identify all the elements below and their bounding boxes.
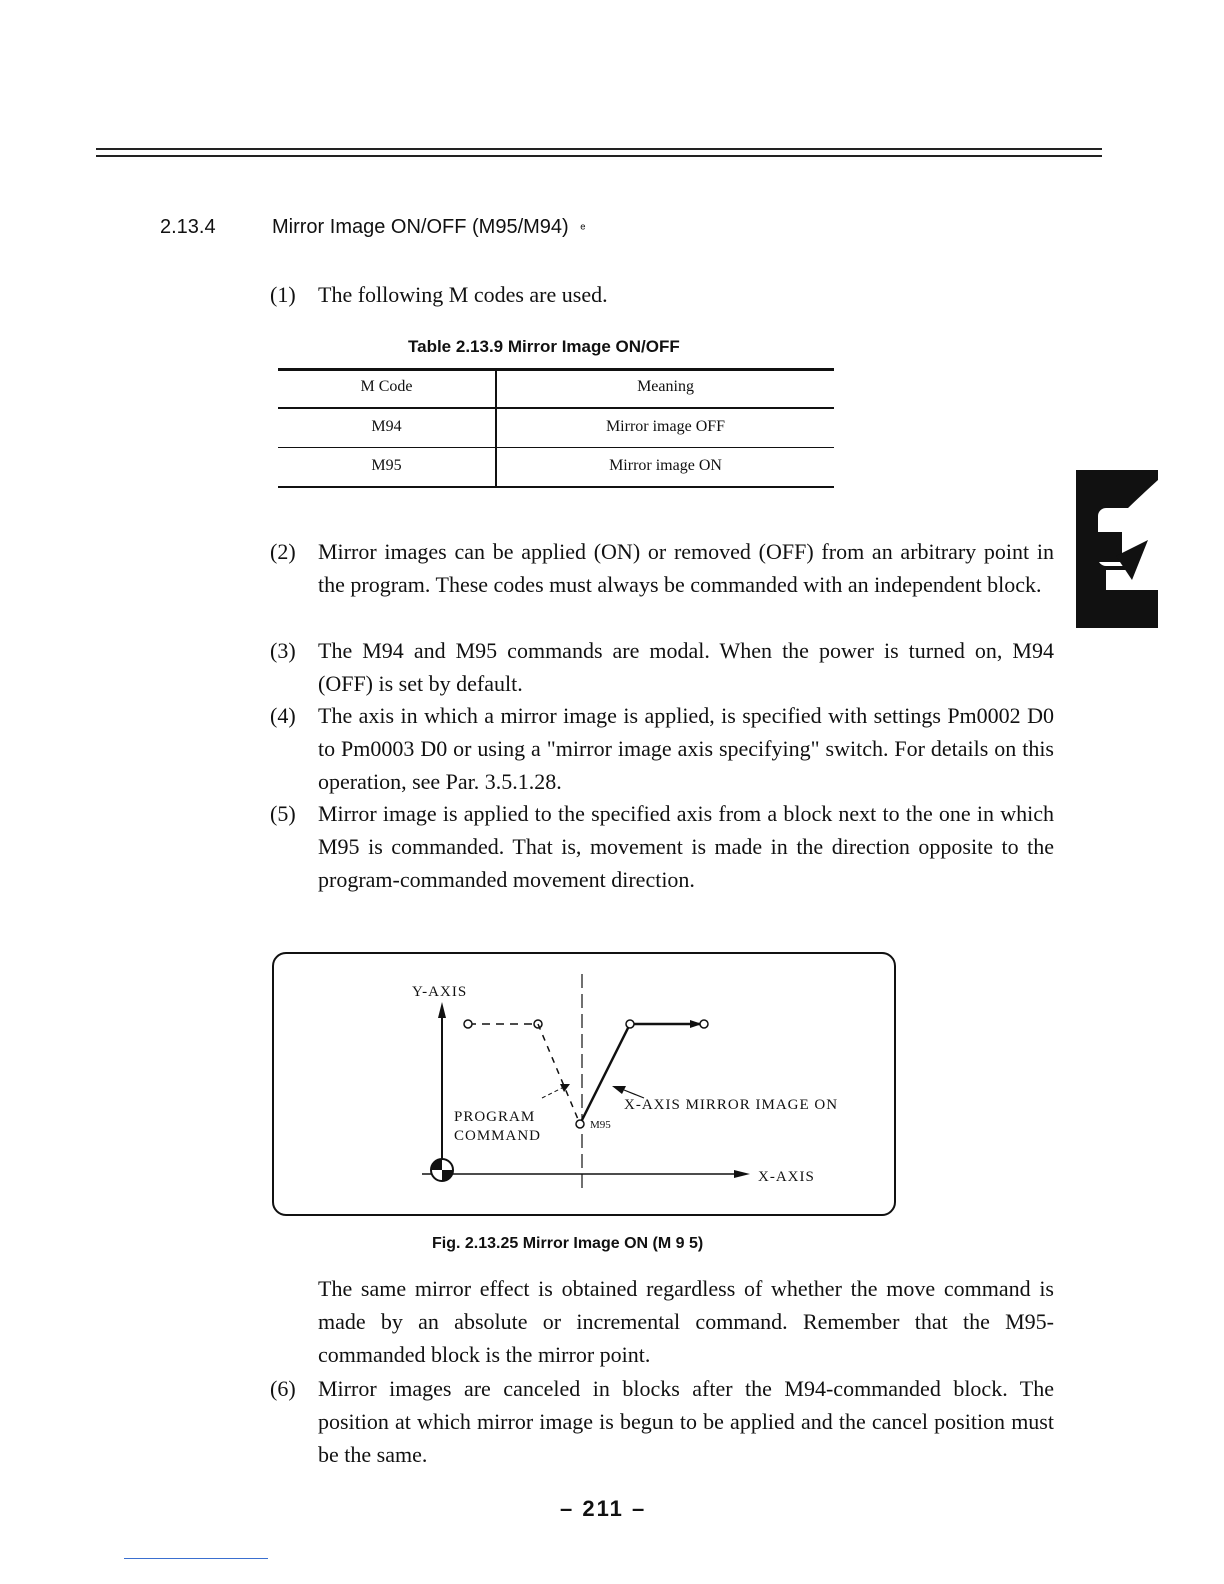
table-rule-header (278, 407, 834, 409)
mirror-corner-point (626, 1020, 634, 1028)
item-number: (5) (270, 801, 296, 826)
item-text: The M94 and M95 commands are modal. When the power is turned on, M94 (OFF) is set by default. (318, 638, 1054, 696)
item-number: (4) (270, 703, 296, 728)
item-number: (3) (270, 638, 296, 663)
continuation-paragraph: The same mirror effect is obtained regardless of whether the move command is made by an absolute or incremental command. Remember that the M95-commanded block is the mirror point. (318, 1276, 1054, 1367)
figure-caption: Fig. 2.13.25 Mirror Image ON (M 9 5) (432, 1235, 704, 1252)
item-text: Mirror images are canceled in blocks after the M94-commanded block. The position at which mirror image is begun to be applied and the cancel position must be the same. (318, 1376, 1054, 1467)
mirror-label: X-AXIS MIRROR IMAGE ON (624, 1097, 839, 1113)
item-text: The following M codes are used. (318, 282, 608, 307)
table-cell: M94 (371, 418, 402, 435)
m95-label: M95 (590, 1119, 611, 1131)
origin-marker (431, 1159, 453, 1181)
item-text: Mirror image is applied to the specified axis from a block next to the one in which M95 is commanded. That is, movement is made in the direction opposite to the program-commanded movement direction. (318, 801, 1054, 892)
mirror-path-diagonal (580, 1024, 630, 1124)
mirror-image-diagram (272, 952, 896, 1216)
table-rule-mid (278, 447, 834, 448)
item-number: (6) (270, 1376, 296, 1401)
table-header-mcode: M Code (360, 378, 413, 395)
y-axis-label: Y-AXIS (412, 984, 468, 1000)
x-axis-label: X-AXIS (758, 1169, 815, 1185)
chapter-tab-marker (1076, 470, 1158, 628)
header-rule-bottom (96, 155, 1102, 157)
page-number: – 211 – (560, 1496, 647, 1521)
item-text: The axis in which a mirror image is applied, is specified with settings Pm0002 D0 to Pm0003 D0 or using a "mirror image axis specifying" switch. For details on this operation, see Par. 3.5.1.28. (318, 703, 1054, 794)
table-cell: M95 (371, 457, 402, 474)
table-caption: Table 2.13.9 Mirror Image ON/OFF (408, 337, 680, 356)
section-title (272, 216, 585, 239)
table-header-meaning: Meaning (637, 378, 694, 395)
mirror-leader-arrow (612, 1086, 626, 1094)
header-rule-top (96, 148, 1102, 150)
table-rule-top (278, 368, 834, 371)
x-axis-arrow (734, 1170, 750, 1178)
program-path-diagonal (538, 1024, 580, 1124)
section-title-mark: ᵉ (580, 220, 586, 236)
mirror-end-point (700, 1020, 708, 1028)
table-cell: Mirror image OFF (605, 418, 726, 435)
section-title-text: Mirror Image ON/OFF (M95/M94) (272, 216, 569, 238)
program-label-line2: COMMAND (454, 1128, 542, 1144)
table-cell: Mirror image ON (609, 457, 722, 474)
m95-point (576, 1120, 584, 1128)
section-number: 2.13.4 (160, 216, 216, 238)
y-axis-arrow (438, 1002, 446, 1018)
table-rule-bottom (278, 486, 834, 488)
program-label-line1: PROGRAM (454, 1109, 536, 1125)
program-start-point (464, 1020, 472, 1028)
footer-line (124, 1558, 268, 1559)
item-number: (1) (270, 282, 296, 307)
item-text: Mirror images can be applied (ON) or removed (OFF) from an arbitrary point in the program. These codes must always be commanded with an independent block. (318, 539, 1054, 597)
item-number: (2) (270, 539, 296, 564)
